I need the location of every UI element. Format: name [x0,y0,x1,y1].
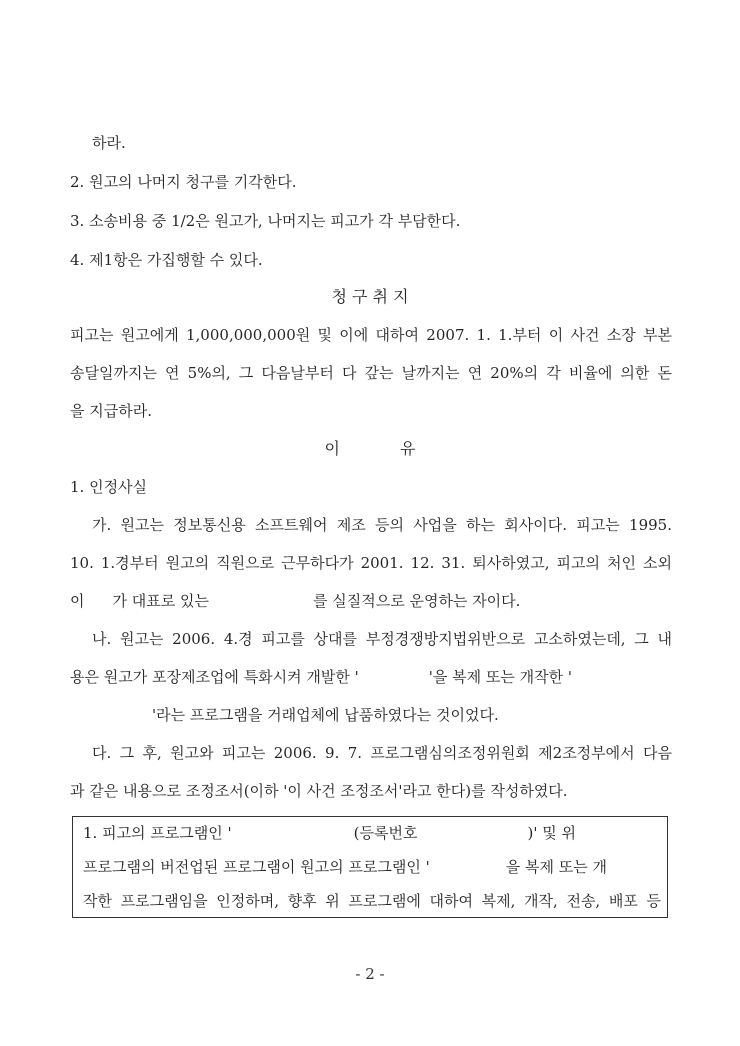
judgment-item-3: 3. 소송비용 중 1/2은 원고가, 나머지는 피고가 각 부담한다. [70,212,461,230]
box-line-1 [83,823,661,843]
text-segment: )' 및 위 [527,824,576,842]
para-ga-line-1: 가. 원고는 정보통신용 소프트웨어 제조 등의 사업을 하는 회사이다. 피고는 1995. [92,516,672,534]
claim-line-1: 피고는 원고에게 1,000,000,000원 및 이에 대하여 2007. 1. 1.부터 이 사건 소장 부본 [70,326,672,344]
text-line: 하라. [92,134,126,152]
judgment-item-4: 4. 제1항은 가집행할 수 있다. [70,251,263,269]
claim-line-3: 을 지급하라. [70,402,152,420]
claim-line-2: 송달일까지는 연 5%의, 그 다음날부터 다 갚는 날까지는 연 20%의 각 비율에 의한 돈 [70,364,672,382]
text-segment: 용은 원고가 포장제조업에 특화시켜 개발한 ' [70,668,359,686]
text-segment: (등록번호 [353,824,418,842]
text-segment: 가 대표로 있는 [112,592,209,610]
text-segment: '을 복제 또는 개작한 ' [428,668,573,686]
para-ga-line-2: 10. 1.경부터 원고의 직원으로 근무하다가 2001. 12. 31. 퇴사하였고, 피고의 처인 소외 [70,554,672,572]
claim-heading: 청 구 취 지 [331,287,409,306]
para-na-line-2 [70,667,672,687]
text-segment: 이 [70,592,85,610]
text-segment: 프로그램의 버전업된 프로그램이 원고의 프로그램인 ' [83,858,430,876]
page-number: - 2 - [355,965,385,983]
mediation-quote-box [72,816,668,918]
para-na-line-3: '라는 프로그램을 거래업체에 납품하였다는 것이었다. [152,706,499,724]
para-da-line-2: 과 같은 내용으로 조정조서(이하 '이 사건 조정조서'라고 한다)를 작성하였다. [70,782,568,800]
judgment-item-2: 2. 원고의 나머지 청구를 기각한다. [70,173,297,191]
reason-heading-left: 이 [324,439,340,458]
reason-heading [0,439,740,459]
text-segment: 을 복제 또는 개 [505,858,607,876]
text-segment: 를 실질적으로 운영하는 자이다. [312,592,521,610]
para-na-line-1: 나. 원고는 2006. 4.경 피고를 상대를 부정경쟁방지법위반으로 고소하였는데, 그 내 [92,630,672,648]
facts-heading: 1. 인정사실 [70,478,148,496]
para-da-line-1: 다. 그 후, 원고와 피고는 2006. 9. 7. 프로그램심의조정위원회 제2조정부에서 다음 [92,744,672,762]
box-line-2 [83,857,661,877]
reason-heading-right: 유 [400,439,416,458]
box-line-3: 작한 프로그램임을 인정하며, 향후 위 프로그램에 대하여 복제, 개작, 전송, 배포 등 [83,892,661,910]
para-ga-line-3 [70,591,672,611]
text-segment: 1. 피고의 프로그램인 ' [83,824,232,842]
